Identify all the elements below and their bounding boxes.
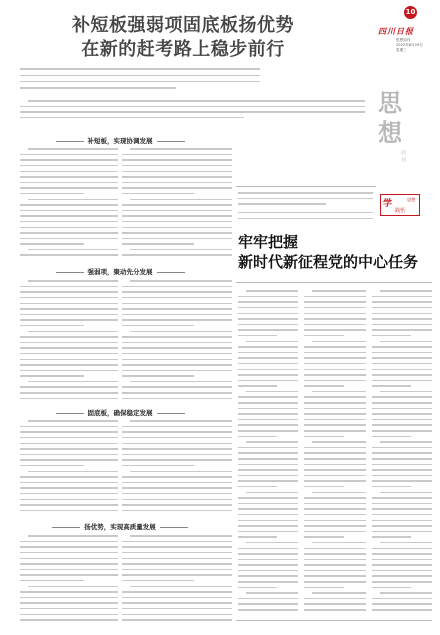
section-head: 强弱项，聚动先分发展 — [40, 267, 200, 276]
body-text-column — [20, 146, 118, 262]
body-text-column — [20, 533, 118, 623]
newspaper-logo: 四川日报 — [378, 26, 414, 36]
text-line — [122, 395, 232, 401]
masthead-info — [396, 38, 436, 53]
headline-summary-bullets — [20, 66, 260, 94]
main-headline — [18, 14, 348, 62]
body-text-column — [20, 418, 118, 516]
body-text-column — [122, 533, 232, 623]
text-line — [20, 508, 118, 514]
headline-line-2: 在新的赶考路上稳步前行 — [81, 39, 285, 60]
page-number-badge: 10 — [404, 6, 417, 19]
body-text-column — [122, 418, 232, 516]
body-text-column — [304, 288, 366, 618]
section-head: 补短板，实现协调发展 — [40, 136, 200, 145]
column-badge-small: 思想 — [407, 197, 416, 202]
text-line — [238, 607, 298, 613]
body-text-column — [20, 278, 118, 402]
text-line — [20, 395, 118, 401]
text-line — [372, 607, 432, 613]
headline-line-1: 补短板强弱项固底板扬优势 — [72, 15, 294, 36]
masthead-info-line: 思想周刊 — [396, 38, 411, 42]
column-badge-bottom: 践悟 — [395, 208, 406, 214]
feature-title — [238, 232, 418, 272]
text-line — [122, 252, 232, 258]
feature-highlights — [238, 190, 373, 226]
text-line — [20, 617, 118, 623]
divider — [236, 186, 376, 187]
feature-title-line-1: 牢牢把握 — [238, 233, 299, 251]
section-head: 扬优势，实现高质量发展 — [40, 522, 200, 531]
text-line — [122, 508, 232, 514]
text-line — [122, 617, 232, 623]
body-text-column — [372, 288, 432, 618]
body-text-column — [122, 278, 232, 402]
column-badge-big: 学 — [383, 199, 393, 209]
headline-intro — [20, 98, 365, 120]
section-subtitle: 周刊 — [400, 150, 406, 164]
section-title: 思想 — [378, 88, 402, 147]
divider — [236, 282, 432, 283]
feature-title-line-2: 新时代新征程党的中心任务 — [238, 253, 419, 271]
text-line — [20, 252, 118, 258]
body-text-column — [122, 146, 232, 262]
masthead-info-line: 2022年6月29日 — [396, 43, 423, 47]
section-head: 固底板，确保稳定发展 — [40, 408, 200, 417]
column-badge — [380, 194, 420, 216]
masthead-info-line: 星期三 — [396, 48, 407, 52]
body-text-column — [238, 288, 298, 618]
divider — [236, 620, 432, 621]
text-line — [304, 607, 366, 613]
